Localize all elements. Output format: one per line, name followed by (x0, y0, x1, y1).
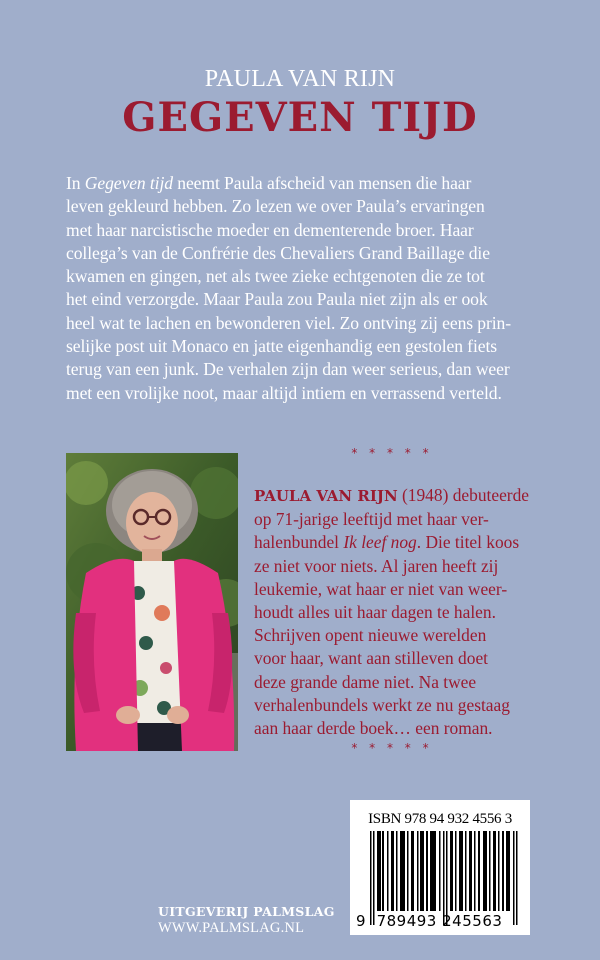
bio-line: deze grande dame niet. Na twee (254, 671, 477, 692)
barcode-bars-icon (370, 831, 522, 925)
author-bio (254, 484, 554, 740)
bio-line: op 71-jarige leeftijd met haar ver- (254, 509, 489, 530)
author-portrait-image (66, 453, 238, 751)
separator-stars-top: * * * * * (351, 446, 433, 460)
blurb-line: het eind verzorgde. Maar Paula zou Paula niet zijn als er ook (66, 289, 488, 310)
publisher-website: WWW.PALMSLAG.NL (158, 920, 305, 936)
blurb-line: terug van een junk. De verhalen zijn dan weer serieus, dan weer (66, 359, 510, 380)
bio-line: verhalenbundels werkt ze nu gestaag (254, 694, 510, 715)
barcode-digits: 9 789493 245563 (356, 912, 503, 930)
bio-line: ze niet voor niets. Al jaren heeft zij (254, 555, 499, 576)
blurb-line: met haar narcistische moeder en dementerende broer. Haar (66, 219, 474, 240)
bio-line: PAULA VAN RIJN (1948) debuteerde (254, 485, 529, 505)
author-name: PAULA VAN RIJN (204, 66, 396, 92)
bio-line: leukemie, wat haar er niet van weer- (254, 578, 508, 599)
author-photo (66, 453, 238, 751)
blurb-text (66, 172, 546, 405)
blurb-line: met een vrolijke noot, maar altijd intiem en verrassend verteld. (66, 382, 502, 403)
isbn-barcode (350, 800, 530, 935)
bio-line: houdt alles uit haar dagen te halen. (254, 602, 496, 623)
blurb-line: In Gegeven tijd neemt Paula afscheid van mensen die haar (66, 173, 472, 193)
bio-line: Schrijven opent nieuwe werelden (254, 625, 487, 646)
blurb-line: selijke post uit Monaco en jatte eigenhandig een gestolen fiets (66, 336, 497, 357)
separator-stars-bottom: * * * * * (351, 741, 433, 755)
bio-line: aan haar derde boek… een roman. (254, 718, 493, 739)
blurb-line: collega’s van de Confrérie des Chevaliers Grand Baillage die (66, 242, 490, 263)
blurb-line: kwamen en gingen, net als twee zieke echtgenoten die ze tot (66, 266, 485, 287)
book-title: GEGEVEN TIJD (122, 94, 478, 141)
blurb-line: leven gekleurd hebben. Zo lezen we over Paula’s ervaringen (66, 196, 485, 217)
bio-line: voor haar, want aan stilleven doet (254, 648, 488, 669)
publisher-name: UITGEVERIJ PALMSLAG (158, 904, 335, 919)
bio-line: halenbundel Ik leef nog. Die titel koos (254, 532, 520, 553)
blurb-line: heel wat te lachen en bewonderen viel. Zo ontving zij eens prin- (66, 312, 512, 333)
isbn-label: ISBN 978 94 932 4556 3 (368, 811, 512, 827)
book-title-reference: Ik leef nog (343, 532, 417, 553)
bio-author-name: PAULA VAN RIJN (254, 487, 398, 505)
